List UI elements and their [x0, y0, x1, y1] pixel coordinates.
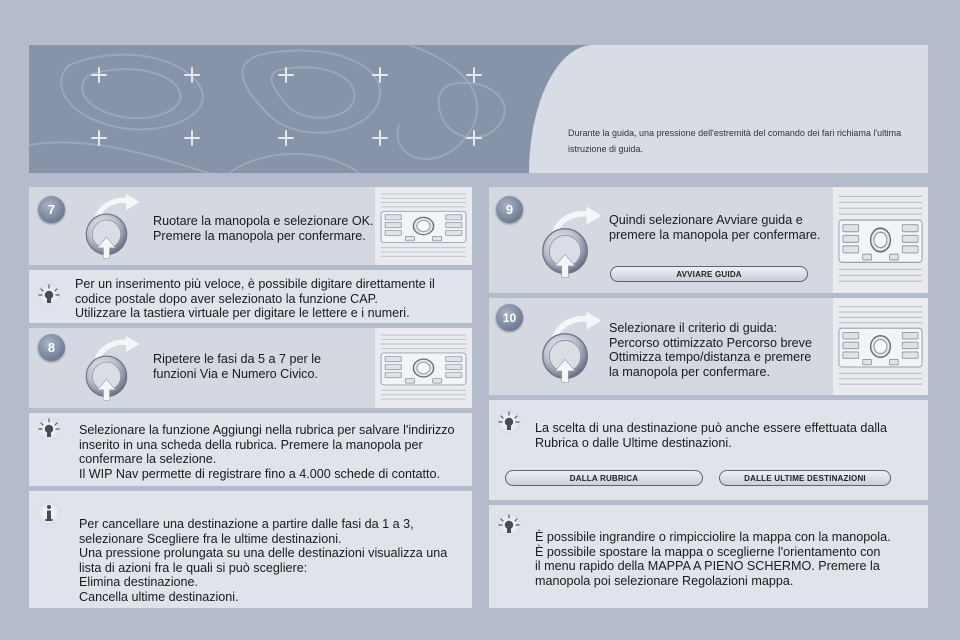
tip-2-line-2: inserito in una scheda della rubrica. Premere la manopola per [79, 437, 423, 452]
header-note-text: Durante la guida, una pressione dell'estremità del comando dei fari richiama l'ultima istruzione di guida. [568, 128, 902, 154]
step-number-badge: 9 [496, 196, 523, 223]
tip-3-text [535, 421, 925, 450]
info-line-2: selezionare Scegliere fra le ultime destinazioni. [79, 531, 342, 546]
header-note [529, 45, 928, 173]
info-text [79, 517, 471, 604]
step-number-badge: 8 [38, 334, 65, 361]
info-line-5: Elimina destinazione. [79, 575, 199, 589]
info-line-3: Una pressione prolungata su una delle destinazioni visualizza una [79, 546, 448, 560]
dalla-rubrica-button[interactable]: DALLA RUBRICA [505, 470, 703, 486]
step-10-panel [489, 298, 928, 395]
radio-unit-icon [375, 187, 472, 265]
tip-1-line-1: Per un inserimento più veloce, è possibile digitare direttamente il [75, 277, 435, 291]
step-9-line-1: Quindi selezionare Avviare guida e [609, 213, 803, 227]
tip-3-line-2: Rubrica o dalle Ultime destinazioni. [535, 435, 732, 450]
step-8-line-1: Ripetere le fasi da 5 a 7 per le [153, 352, 322, 366]
rotary-knob-icon [81, 190, 141, 262]
step-7-line-2: Premere la manopola per confermare. [153, 228, 366, 243]
tip-2-line-3: confermare la selezione. [79, 452, 217, 466]
tip-2-panel [29, 413, 472, 486]
rotary-knob-icon [537, 306, 603, 388]
radio-unit-icon [375, 328, 472, 408]
tip-4-line-1: È possibile ingrandire o rimpicciolire la mappa con la manopola. [535, 530, 891, 544]
step-8-text [153, 352, 373, 381]
step-10-text [609, 321, 839, 379]
step-7-line-1: Ruotare la manopola e selezionare OK. [153, 214, 374, 228]
step-9-panel [489, 187, 928, 293]
tip-4-line-4: manopola poi selezionare Regolazioni mappa. [535, 573, 794, 588]
step-number-badge: 7 [38, 196, 65, 223]
info-panel [29, 491, 472, 608]
tip-4-line-3: il menu rapido della MAPPA A PIENO SCHERMO. Premere la [535, 559, 880, 573]
lightbulb-icon [36, 416, 62, 442]
header-banner [29, 45, 928, 173]
tip-4-line-2: È possibile spostare la mappa o sceglierne l'orientamento con [535, 544, 881, 559]
lightbulb-icon [496, 512, 522, 538]
tip-2-text [79, 423, 471, 481]
step-9-line-2: premere la manopola per confermare. [609, 227, 821, 242]
info-line-6: Cancella ultime destinazioni. [79, 589, 239, 604]
tip-1-line-2: codice postale dopo aver selezionato la funzione CAP. [75, 291, 378, 306]
avviare-guida-button[interactable]: AVVIARE GUIDA [610, 266, 808, 282]
lightbulb-icon [36, 282, 62, 308]
info-line-1: Per cancellare una destinazione a partire dalle fasi da 1 a 3, [79, 517, 414, 531]
tip-1-panel [29, 270, 472, 323]
tip-2-line-1: Selezionare la funzione Aggiungi nella rubrica per salvare l'indirizzo [79, 423, 455, 437]
tip-1-line-3: Utilizzare la tastiera virtuale per digitare le lettere e i numeri. [75, 306, 410, 320]
tip-4-text [535, 530, 927, 588]
tip-3-line-1: La scelta di una destinazione può anche essere effettuata dalla [535, 421, 887, 435]
lightbulb-icon [496, 409, 522, 435]
step-7-text [153, 214, 383, 243]
step-7-panel [29, 187, 472, 265]
info-line-4: lista di azioni fra le quali si può scegliere: [79, 560, 308, 575]
rotary-knob-icon [81, 332, 141, 404]
step-9-text [609, 213, 839, 242]
radio-unit-icon [833, 298, 928, 395]
step-10-line-3: Ottimizza tempo/distanza e premere [609, 350, 812, 364]
dalle-ultime-destinazioni-button[interactable]: DALLE ULTIME DESTINAZIONI [719, 470, 891, 486]
tip-1-text [75, 277, 470, 321]
step-10-line-2: Percorso ottimizzato Percorso breve [609, 335, 812, 350]
step-10-line-1: Selezionare il criterio di guida: [609, 321, 778, 335]
tip-3-panel [489, 400, 928, 500]
radio-unit-icon [833, 187, 928, 293]
step-number-badge: 10 [496, 304, 523, 331]
rotary-knob-icon [537, 201, 603, 283]
info-icon [36, 500, 62, 526]
step-10-line-4: la manopola per confermare. [609, 364, 771, 379]
tip-4-panel [489, 505, 928, 608]
step-8-panel [29, 328, 472, 408]
tip-2-line-4: Il WIP Nav permette di registrare fino a 4.000 schede di contatto. [79, 466, 440, 481]
step-8-line-2: funzioni Via e Numero Civico. [153, 366, 318, 381]
